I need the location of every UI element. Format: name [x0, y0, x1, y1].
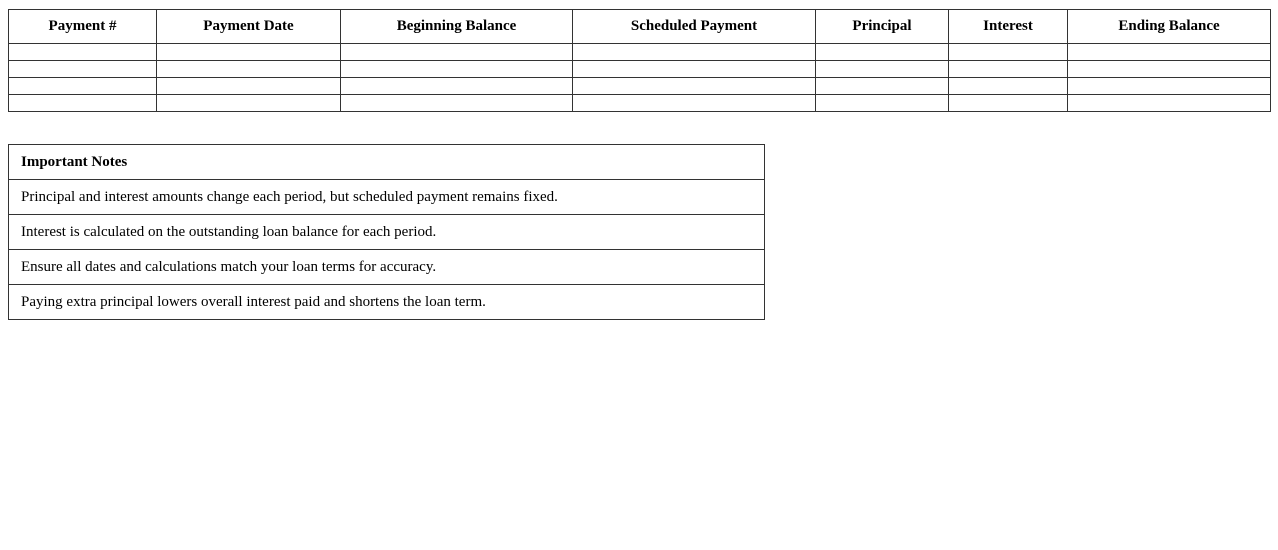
cell-beginning-balance[interactable] [341, 78, 573, 95]
cell-payment-date[interactable] [157, 78, 341, 95]
header-payment-date: Payment Date [157, 10, 341, 44]
cell-beginning-balance[interactable] [341, 44, 573, 61]
table-header-row [9, 10, 1271, 44]
cell-ending-balance[interactable] [1068, 78, 1271, 95]
notes-header-row [9, 145, 765, 180]
note-row [9, 180, 765, 215]
cell-scheduled-payment[interactable] [573, 44, 816, 61]
amortization-schedule-table [8, 9, 1271, 112]
cell-principal[interactable] [816, 44, 949, 61]
header-scheduled-payment: Scheduled Payment [573, 10, 816, 44]
cell-scheduled-payment[interactable] [573, 61, 816, 78]
cell-ending-balance[interactable] [1068, 95, 1271, 112]
note-item: Principal and interest amounts change each period, but scheduled payment remains fixed. [9, 180, 765, 215]
table-row [9, 44, 1271, 61]
cell-interest[interactable] [949, 78, 1068, 95]
cell-principal[interactable] [816, 95, 949, 112]
header-payment-number: Payment # [9, 10, 157, 44]
header-beginning-balance: Beginning Balance [341, 10, 573, 44]
table-row [9, 78, 1271, 95]
note-row [9, 285, 765, 320]
table-row [9, 61, 1271, 78]
cell-payment-date[interactable] [157, 95, 341, 112]
cell-ending-balance[interactable] [1068, 61, 1271, 78]
cell-beginning-balance[interactable] [341, 61, 573, 78]
cell-interest[interactable] [949, 44, 1068, 61]
cell-payment-date[interactable] [157, 61, 341, 78]
table-row [9, 95, 1271, 112]
cell-beginning-balance[interactable] [341, 95, 573, 112]
cell-interest[interactable] [949, 95, 1068, 112]
important-notes-table [8, 144, 765, 320]
note-row [9, 215, 765, 250]
header-principal: Principal [816, 10, 949, 44]
cell-payment-number[interactable] [9, 61, 157, 78]
cell-principal[interactable] [816, 78, 949, 95]
cell-payment-number[interactable] [9, 44, 157, 61]
header-ending-balance: Ending Balance [1068, 10, 1271, 44]
cell-ending-balance[interactable] [1068, 44, 1271, 61]
header-interest: Interest [949, 10, 1068, 44]
cell-payment-number[interactable] [9, 95, 157, 112]
cell-payment-date[interactable] [157, 44, 341, 61]
cell-scheduled-payment[interactable] [573, 95, 816, 112]
note-item: Interest is calculated on the outstanding loan balance for each period. [9, 215, 765, 250]
note-item: Paying extra principal lowers overall interest paid and shortens the loan term. [9, 285, 765, 320]
note-item: Ensure all dates and calculations match your loan terms for accuracy. [9, 250, 765, 285]
cell-scheduled-payment[interactable] [573, 78, 816, 95]
note-row [9, 250, 765, 285]
cell-principal[interactable] [816, 61, 949, 78]
cell-payment-number[interactable] [9, 78, 157, 95]
cell-interest[interactable] [949, 61, 1068, 78]
notes-title: Important Notes [9, 145, 765, 180]
